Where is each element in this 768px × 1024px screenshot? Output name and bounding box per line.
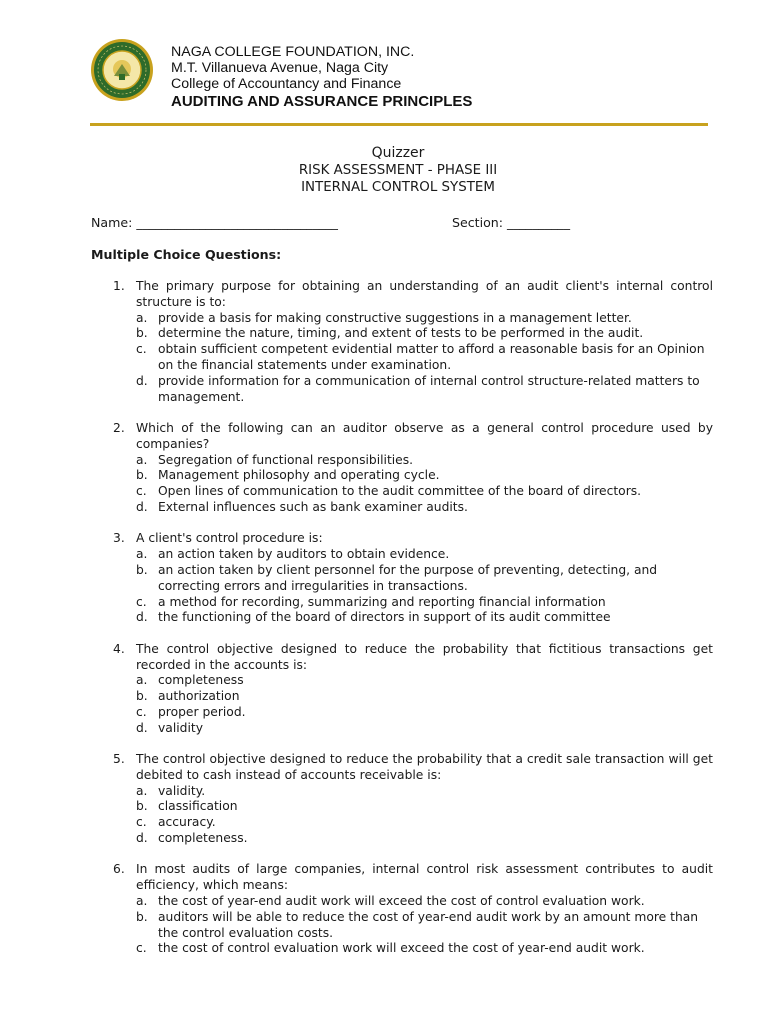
answer-option[interactable] bbox=[136, 910, 713, 942]
option-text: classification bbox=[158, 799, 238, 814]
answer-option[interactable] bbox=[136, 563, 713, 595]
question-number: 4. bbox=[113, 641, 125, 656]
option-letter: c. bbox=[136, 342, 147, 357]
option-letter: d. bbox=[136, 720, 148, 735]
question-list bbox=[113, 279, 713, 973]
answer-option[interactable] bbox=[136, 311, 713, 327]
option-letter: c. bbox=[136, 484, 147, 499]
quiz-title-block bbox=[0, 145, 768, 196]
question-item bbox=[113, 752, 713, 847]
answer-option[interactable] bbox=[136, 547, 713, 563]
answer-option[interactable] bbox=[136, 894, 713, 910]
question-stem: The primary purpose for obtaining an understanding of an audit client's internal control structure is to: bbox=[136, 279, 713, 309]
question-stem: A client's control procedure is: bbox=[136, 531, 323, 546]
answer-option[interactable] bbox=[136, 326, 713, 342]
option-text: External influences such as bank examiner audits. bbox=[158, 499, 468, 514]
answer-option[interactable] bbox=[136, 610, 713, 626]
answer-option[interactable] bbox=[136, 831, 713, 847]
option-text: an action taken by auditors to obtain evidence. bbox=[158, 547, 450, 562]
answer-option[interactable] bbox=[136, 941, 713, 957]
answer-option[interactable] bbox=[136, 799, 713, 815]
question-number: 3. bbox=[113, 531, 125, 546]
option-letter: a. bbox=[136, 310, 148, 325]
option-letter: b. bbox=[136, 326, 148, 341]
option-letter: b. bbox=[136, 799, 148, 814]
option-letter: a. bbox=[136, 547, 148, 562]
answer-option[interactable] bbox=[136, 595, 713, 611]
course-title: AUDITING AND ASSURANCE PRINCIPLES bbox=[171, 93, 473, 110]
option-letter: b. bbox=[136, 909, 148, 924]
question-stem: The control objective designed to reduce the probability that fictitious transactions get recorded in the accounts is: bbox=[136, 641, 713, 672]
institution-block bbox=[171, 44, 472, 111]
option-text: completeness bbox=[158, 673, 244, 688]
option-letter: a. bbox=[136, 673, 148, 688]
option-text: an action taken by client personnel for the purpose of preventing, detecting, and correcting errors and irregularities in transactions. bbox=[158, 562, 658, 593]
option-text: provide information for a communication of internal control structure-related matters to management. bbox=[158, 373, 700, 404]
option-letter: a. bbox=[136, 452, 148, 467]
option-letter: b. bbox=[136, 689, 148, 704]
institution-name: NAGA COLLEGE FOUNDATION, INC. bbox=[171, 44, 415, 60]
option-text: provide a basis for making constructive suggestions in a management letter. bbox=[158, 310, 632, 325]
question-item bbox=[113, 862, 713, 957]
option-text: proper period. bbox=[158, 704, 246, 719]
answer-option[interactable] bbox=[136, 705, 713, 721]
option-text: Open lines of communication to the audit committee of the board of directors. bbox=[158, 484, 642, 499]
name-field[interactable]: Name: ________________________________ bbox=[91, 215, 338, 230]
option-text: Management philosophy and operating cycle. bbox=[158, 468, 440, 483]
answer-option[interactable] bbox=[136, 815, 713, 831]
section-field[interactable]: Section: __________ bbox=[452, 215, 571, 230]
header-divider bbox=[90, 123, 708, 126]
option-letter: d. bbox=[136, 499, 148, 514]
answer-options bbox=[136, 311, 713, 406]
answer-option[interactable] bbox=[136, 721, 713, 737]
answer-option[interactable] bbox=[136, 484, 713, 500]
option-text: determine the nature, timing, and extent of tests to be performed in the audit. bbox=[158, 326, 644, 341]
option-letter: b. bbox=[136, 562, 148, 577]
option-letter: a. bbox=[136, 894, 148, 909]
option-text: the cost of year-end audit work will exceed the cost of control evaluation work. bbox=[158, 894, 645, 909]
question-number: 2. bbox=[113, 420, 125, 435]
option-text: Segregation of functional responsibilities. bbox=[158, 452, 414, 467]
option-text: the cost of control evaluation work will exceed the cost of year-end audit work. bbox=[158, 941, 645, 956]
option-letter: c. bbox=[136, 594, 147, 609]
answer-option[interactable] bbox=[136, 468, 713, 484]
question-number: 5. bbox=[113, 752, 125, 767]
document-header bbox=[90, 38, 710, 118]
option-letter: c. bbox=[136, 704, 147, 719]
answer-option[interactable] bbox=[136, 673, 713, 689]
question-stem: The control objective designed to reduce the probability that a credit sale transaction will get debited to cash instead of accounts receivable is: bbox=[136, 752, 713, 782]
option-letter: d. bbox=[136, 610, 148, 625]
option-letter: d. bbox=[136, 831, 148, 846]
institution-address: M.T. Villanueva Avenue, Naga City bbox=[171, 60, 389, 76]
question-item bbox=[113, 421, 713, 516]
option-letter: c. bbox=[136, 941, 147, 956]
answer-options bbox=[136, 547, 713, 626]
question-item bbox=[113, 642, 713, 737]
quiz-title: Quizzer bbox=[371, 145, 425, 161]
option-text: authorization bbox=[158, 689, 240, 704]
option-text: obtain sufficient competent evidential matter to afford a reasonable basis for an Opinion on the financial statements under examination. bbox=[158, 342, 705, 372]
question-stem: In most audits of large companies, internal control risk assessment contributes to audit efficiency, which means: bbox=[136, 862, 713, 893]
section-heading: Multiple Choice Questions: bbox=[91, 247, 282, 262]
answer-options bbox=[136, 784, 713, 847]
quiz-subtitle-phase: RISK ASSESSMENT - PHASE III bbox=[298, 163, 498, 178]
option-letter: c. bbox=[136, 815, 147, 830]
answer-option[interactable] bbox=[136, 342, 713, 374]
answer-options bbox=[136, 453, 713, 516]
answer-option[interactable] bbox=[136, 784, 713, 800]
option-letter: d. bbox=[136, 373, 148, 388]
option-text: a method for recording, summarizing and reporting financial information bbox=[158, 594, 606, 609]
option-letter: a. bbox=[136, 783, 148, 798]
option-text: validity bbox=[158, 720, 203, 735]
option-text: the functioning of the board of directors in support of its audit committee bbox=[158, 610, 611, 625]
option-text: validity. bbox=[158, 783, 206, 798]
option-letter: b. bbox=[136, 468, 148, 483]
answer-options bbox=[136, 894, 713, 957]
answer-option[interactable] bbox=[136, 374, 713, 406]
option-text: auditors will be able to reduce the cost of year-end audit work by an amount more than the control evaluation costs. bbox=[158, 909, 699, 940]
question-number: 1. bbox=[113, 279, 125, 293]
question-item bbox=[113, 279, 713, 405]
college-name: College of Accountancy and Finance bbox=[171, 76, 402, 92]
question-item bbox=[113, 531, 713, 626]
option-text: accuracy. bbox=[158, 815, 216, 830]
question-number: 6. bbox=[113, 862, 125, 877]
answer-option[interactable] bbox=[136, 500, 713, 516]
answer-option[interactable] bbox=[136, 689, 713, 705]
option-text: completeness. bbox=[158, 831, 248, 846]
question-stem: Which of the following can an auditor observe as a general control procedure used by companies? bbox=[136, 420, 713, 451]
college-seal-icon bbox=[90, 38, 154, 102]
quiz-subtitle-topic: INTERNAL CONTROL SYSTEM bbox=[301, 180, 495, 195]
answer-options bbox=[136, 673, 713, 736]
answer-option[interactable] bbox=[136, 453, 713, 469]
